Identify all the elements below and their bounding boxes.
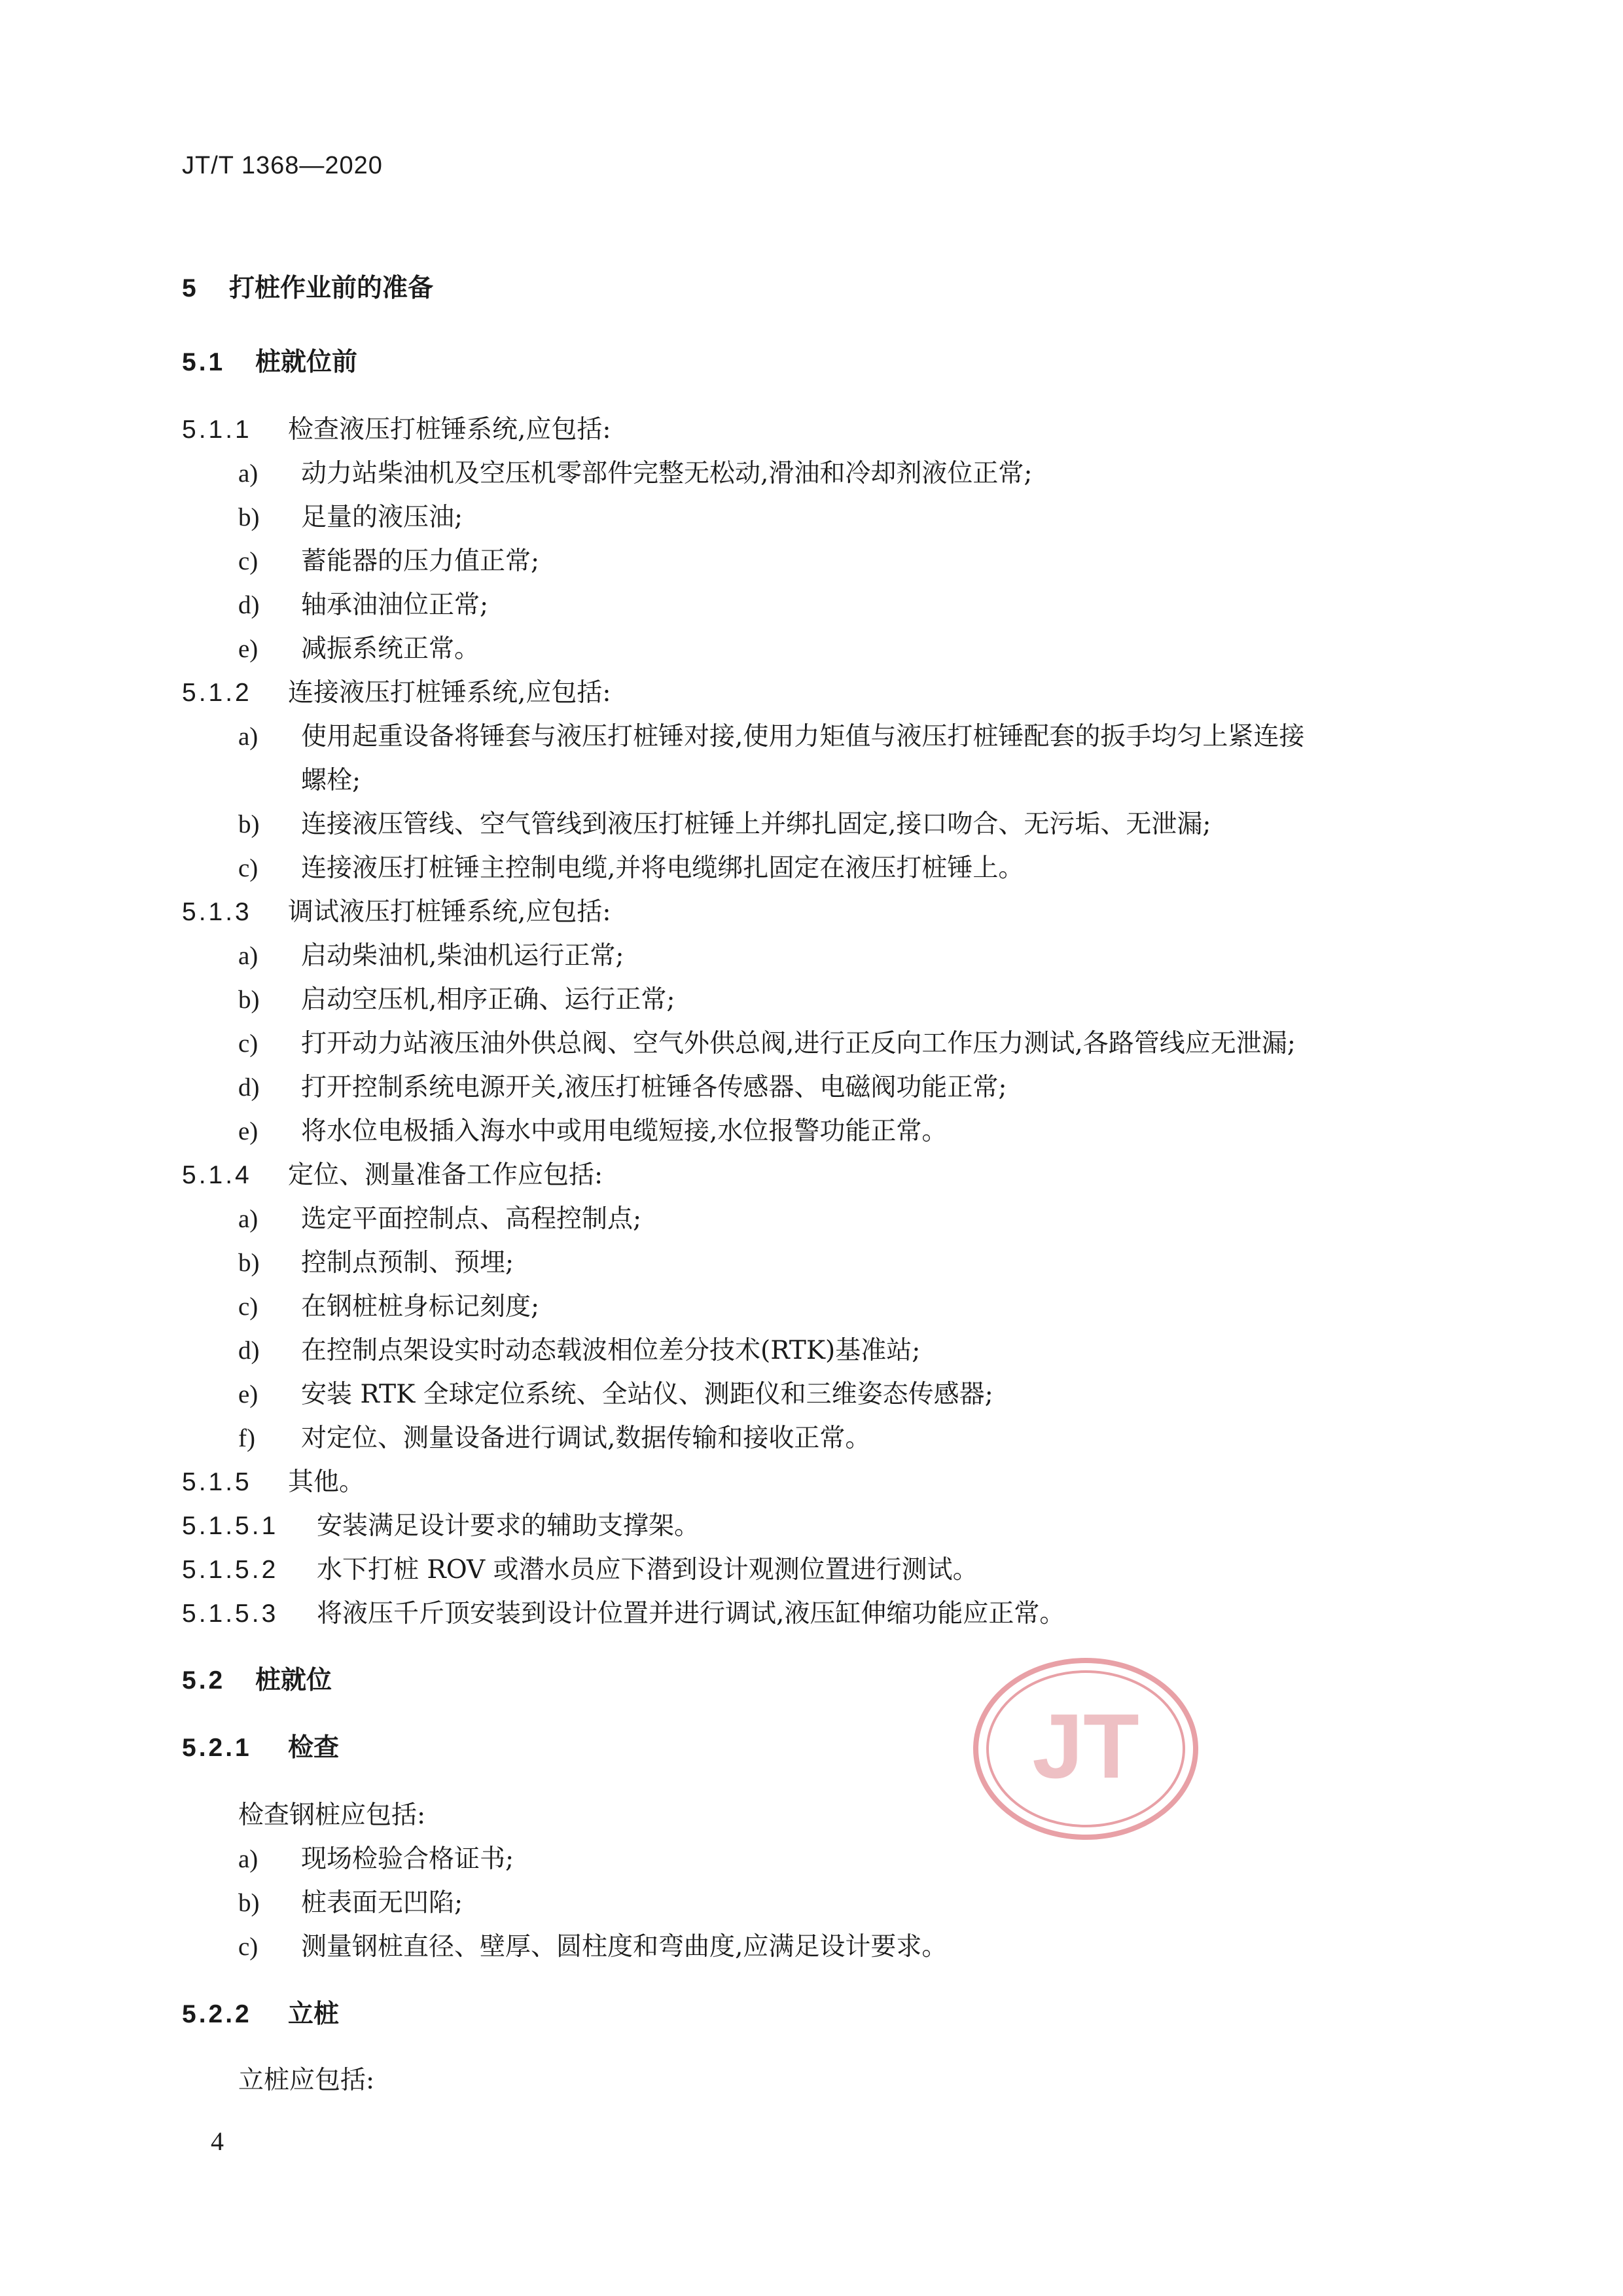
list-item: d) 轴承油油位正常; bbox=[238, 590, 489, 620]
clause-5-1-3-number: 5.1.3 bbox=[182, 898, 252, 926]
clause-5-1-2-number: 5.1.2 bbox=[182, 679, 252, 707]
section-5-1-title: 桩就位前 bbox=[255, 348, 358, 377]
list-item: b) 桩表面无凹陷; bbox=[238, 1888, 463, 1918]
clause-5-1-4-text: 定位、测量准备工作应包括: bbox=[288, 1160, 603, 1190]
clause-5-1-5-3-text: 将液压千斤顶安装到设计位置并进行调试,液压缸伸缩功能应正常。 bbox=[317, 1599, 1065, 1628]
list-item: f) 对定位、测量设备进行调试,数据传输和接收正常。 bbox=[238, 1424, 871, 1453]
list-item: b) 连接液压管线、空气管线到液压打桩锤上并绑扎固定,接口吻合、无污垢、无泄漏; bbox=[238, 810, 1211, 839]
clause-5-1-3 bbox=[182, 897, 611, 928]
list-item: a) 使用起重设备将锤套与液压打桩锤对接,使用力矩值与液压打桩锤配套的扳手均匀上紧连接 bbox=[238, 722, 1305, 751]
clause-5-1-5-text: 其他。 bbox=[288, 1467, 365, 1497]
clause-5-1-5 bbox=[182, 1467, 365, 1498]
clause-5-2-2-heading bbox=[182, 1999, 339, 2030]
section-5-heading bbox=[182, 273, 433, 304]
section-5-2-title: 桩就位 bbox=[255, 1666, 332, 1695]
list-item: c) 连接液压打桩锤主控制电缆,并将电缆绑扎固定在液压打桩锤上。 bbox=[238, 853, 1024, 883]
clause-5-2-2-intro: 立桩应包括: bbox=[238, 2066, 375, 2095]
list-item: d) 在控制点架设实时动态载波相位差分技术(RTK)基准站; bbox=[238, 1336, 921, 1365]
list-item: b) 足量的液压油; bbox=[238, 503, 463, 532]
clause-5-1-2 bbox=[182, 677, 611, 709]
list-item: a) 动力站柴油机及空压机零部件完整无松动,滑油和冷却剂液位正常; bbox=[238, 459, 1033, 488]
list-item: d) 打开控制系统电源开关,液压打桩锤各传感器、电磁阀功能正常; bbox=[238, 1073, 1007, 1102]
list-item: e) 将水位电极插入海水中或用电缆短接,水位报警功能正常。 bbox=[238, 1117, 948, 1146]
list-item: b) 启动空压机,相序正确、运行正常; bbox=[238, 985, 675, 1014]
list-item: a) 现场检验合格证书; bbox=[238, 1844, 514, 1874]
stamp-text: JT bbox=[1032, 1695, 1139, 1797]
list-item: c) 在钢桩桩身标记刻度; bbox=[238, 1292, 540, 1321]
section-5-title: 打桩作业前的准备 bbox=[229, 274, 434, 303]
list-item: a) 启动柴油机,柴油机运行正常; bbox=[238, 941, 624, 971]
clause-5-1-3-text: 调试液压打桩锤系统,应包括: bbox=[288, 897, 611, 927]
clause-5-1-1 bbox=[182, 414, 611, 446]
standard-code: JT/T 1368—2020 bbox=[182, 152, 383, 179]
clause-5-2-1-intro: 检查钢桩应包括: bbox=[238, 1801, 426, 1830]
clause-5-1-1-text: 检查液压打桩锤系统,应包括: bbox=[288, 415, 611, 444]
clause-5-2-2-title: 立桩 bbox=[288, 2000, 340, 2029]
list-item: b) 控制点预制、预埋; bbox=[238, 1248, 514, 1278]
clause-5-1-2-text: 连接液压打桩锤系统,应包括: bbox=[288, 678, 611, 708]
list-item: c) 打开动力站液压油外供总阀、空气外供总阀,进行正反向工作压力测试,各路管线应无泄漏; bbox=[238, 1029, 1296, 1058]
clause-5-1-4-number: 5.1.4 bbox=[182, 1161, 252, 1189]
clause-5-2-1-heading bbox=[182, 1732, 339, 1764]
section-5-1-number: 5.1 bbox=[182, 348, 226, 376]
clause-5-2-1-number: 5.2.1 bbox=[182, 1734, 252, 1762]
list-item: e) 减振系统正常。 bbox=[238, 634, 480, 664]
section-5-1-heading bbox=[182, 347, 357, 378]
clause-5-1-5-3-number: 5.1.5.3 bbox=[182, 1600, 279, 1628]
list-item-continuation: 螺栓; bbox=[301, 766, 361, 795]
clause-5-1-5-1-text: 安装满足设计要求的辅助支撑架。 bbox=[317, 1511, 700, 1541]
page-number: 4 bbox=[211, 2126, 224, 2156]
clause-5-1-5-2 bbox=[182, 1554, 978, 1586]
clause-5-1-5-2-text: 水下打桩 ROV 或潜水员应下潜到设计观测位置进行测试。 bbox=[317, 1555, 978, 1585]
list-item: c) 测量钢桩直径、壁厚、圆柱度和弯曲度,应满足设计要求。 bbox=[238, 1932, 948, 1962]
list-item: e) 安装 RTK 全球定位系统、全站仪、测距仪和三维姿态传感器; bbox=[238, 1380, 993, 1409]
section-5-2-number: 5.2 bbox=[182, 1666, 226, 1695]
list-item: a) 选定平面控制点、高程控制点; bbox=[238, 1204, 642, 1234]
clause-5-1-4 bbox=[182, 1160, 603, 1191]
section-5-number: 5 bbox=[182, 274, 199, 302]
clause-5-2-2-number: 5.2.2 bbox=[182, 2000, 252, 2028]
list-item: c) 蓄能器的压力值正常; bbox=[238, 547, 540, 576]
clause-5-1-5-1-number: 5.1.5.1 bbox=[182, 1512, 279, 1540]
section-5-2-heading bbox=[182, 1665, 332, 1696]
clause-5-2-1-title: 检查 bbox=[288, 1733, 340, 1763]
clause-5-1-5-number: 5.1.5 bbox=[182, 1468, 252, 1496]
jt-stamp-watermark bbox=[971, 1656, 1200, 1842]
clause-5-1-1-number: 5.1.1 bbox=[182, 416, 252, 444]
clause-5-1-5-3 bbox=[182, 1598, 1065, 1630]
clause-5-1-5-1 bbox=[182, 1511, 700, 1542]
clause-5-1-5-2-number: 5.1.5.2 bbox=[182, 1556, 279, 1584]
